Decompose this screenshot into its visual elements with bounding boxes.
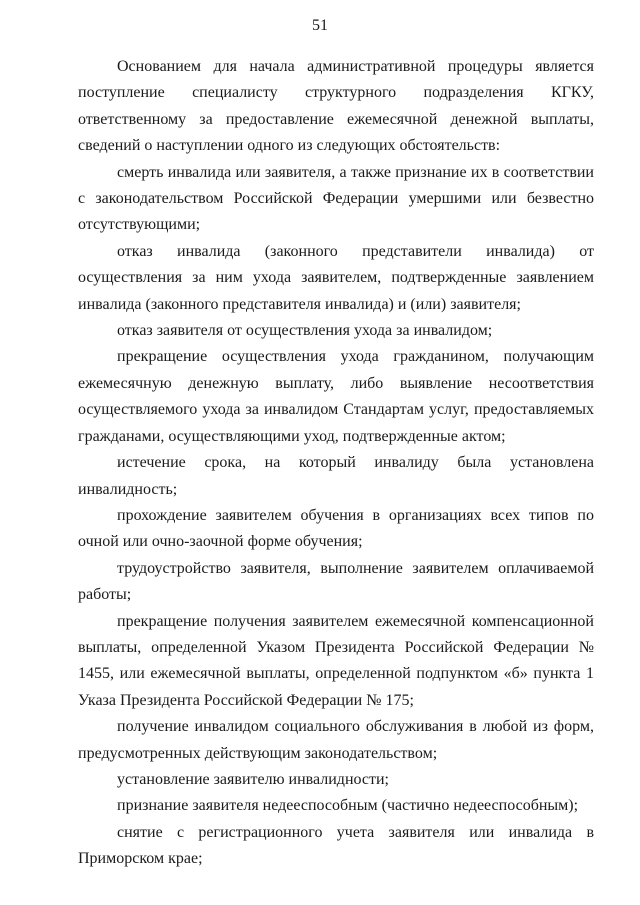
- paragraph-deregistration: снятие с регистрационного учета заявителя или инвалида в Приморском крае;: [78, 823, 594, 868]
- paragraph-refusal-of-applicant: отказ заявителя от осуществления ухода за инвалидом;: [117, 322, 493, 340]
- paragraph-applicant-disability: установление заявителю инвалидности;: [117, 770, 389, 788]
- paragraph-refusal-of-invalid: отказ инвалида (законного представители инвалида) от осуществления за ним ухода заявителем, подтвержденные заявлением инвалида (законного представителя инвалида) и (или) заявителя;: [78, 242, 594, 313]
- paragraph-termination-of-care: прекращение осуществления ухода гражданином, получающим ежемесячную денежную выплату, либо выявление несоответствия осуществляемого ухода за инвалидом Стандартам услуг, предоставляемых гражданами, осуществляющими уход, подтвержденные актом;: [78, 348, 594, 445]
- paragraph-employment: трудоустройство заявителя, выполнение заявителем оплачиваемой работы;: [78, 559, 594, 604]
- paragraph-compensation-payment-stopped: прекращение получения заявителем ежемесячной компенсационной выплаты, определенной Указом Президента Российской Федерации № 1455, или ежемесячной выплаты, определенной подпунктом «б» пункта 1 Указа Президента Российской Федерации № 175;: [78, 612, 594, 709]
- paragraph-social-service: получение инвалидом социального обслуживания в любой из форм, предусмотренных действующим законодательством;: [78, 718, 594, 762]
- paragraph-disability-term-expired: истечение срока, на который инвалиду была установлена инвалидность;: [78, 454, 594, 498]
- paragraph-procedure-basis: Основанием для начала административной процедуры является поступление специалисту структурного подразделения КГКУ, ответственному за предоставление ежемесячной денежной выплаты, сведений о наступлении одного из следующих обстоятельств:: [78, 58, 594, 155]
- paragraph-applicant-incapacity: признание заявителя недееспособным (частично недееспособным);: [117, 797, 579, 815]
- page-number: 51: [312, 17, 328, 34]
- document-body: [78, 54, 594, 873]
- paragraph-death-of-invalid-or-applicant: смерть инвалида или заявителя, а также признание их в соответствии с законодательством Российской Федерации умершими или безвестно отсутствующими;: [78, 163, 594, 234]
- paragraph-full-time-education: прохождение заявителем обучения в организациях всех типов по очной или очно-заочной форме обучения;: [78, 506, 594, 551]
